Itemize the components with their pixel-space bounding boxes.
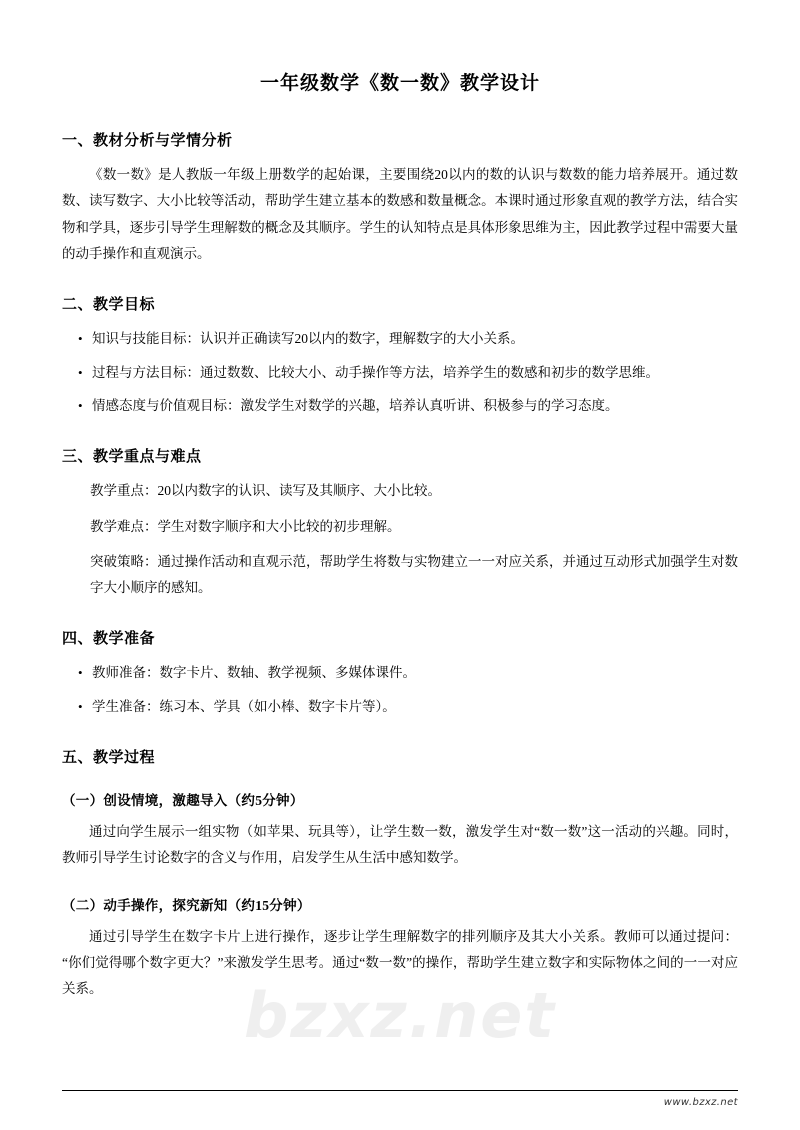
page-title: 一年级数学《数一数》教学设计: [259, 73, 540, 94]
section-3-body: [62, 478, 738, 601]
footer-url: www.bzxz.net: [663, 1097, 738, 1108]
section-2-list: [62, 326, 738, 419]
section-heading-2: 二、教学目标: [62, 297, 156, 314]
list-item: • 知识与技能目标：认识并正确读写20以内的数字，理解数字的大小关系。: [78, 326, 738, 352]
page-footer: [62, 1090, 738, 1108]
section-3-paragraph-3: 突破策略：通过操作活动和直观示范，帮助学生将数与实物建立一一对应关系，并通过互动形式加强学生对数字大小顺序的感知。: [90, 553, 738, 596]
section-4-list: [62, 660, 738, 720]
footer-divider: [62, 1090, 738, 1091]
watermark-text: bzxz.net: [244, 979, 556, 1052]
list-item: • 学生准备：练习本、学具（如小棒、数字卡片等）。: [78, 694, 738, 720]
section-heading-3: 三、教学重点与难点: [62, 449, 202, 466]
list-item: • 情感态度与价值观目标：激发学生对数学的兴趣，培养认真听讲、积极参与的学习态度。: [78, 393, 738, 419]
section-3-paragraph-2: 教学难点：学生对数字顺序和大小比较的初步理解。: [90, 518, 401, 534]
section-heading-4: 四、教学准备: [62, 631, 156, 648]
section-3-paragraph-1: 教学重点：20以内数字的认识、读写及其顺序、大小比较。: [90, 483, 441, 499]
subsection-heading-5-2: （二）动手操作，探究新知（约15分钟）: [62, 897, 311, 913]
section-1-paragraph: 《数一数》是人教版一年级上册数学的起始课，主要围绕20以内的数的认识与数数的能力培养展开。通过数数、读写数字、大小比较等活动，帮助学生建立基本的数感和数量概念。本课时通过形象直观的教学方法，结合实物和学具，逐步引导学生理解数的概念及其顺序。学生的认知特点是具体形象思维为主，因此教学过程中需要大量的动手操作和直观演示。: [62, 167, 738, 261]
subsection-5-2-paragraph: 通过引导学生在数字卡片上进行操作，逐步让学生理解数字的排列顺序及其大小关系。教师可以通过提问：“你们觉得哪个数字更大？”来激发学生思考。通过“数一数”的操作，帮助学生建立数字和实际物体之间的一一对应关系。: [62, 928, 738, 997]
list-item: • 过程与方法目标：通过数数、比较大小、动手操作等方法，培养学生的数感和初步的数学思维。: [78, 360, 738, 386]
subsection-5-1-paragraph: 通过向学生展示一组实物（如苹果、玩具等），让学生数一数，激发学生对“数一数”这一活动的兴趣。同时，教师引导学生讨论数字的含义与作用，启发学生从生活中感知数学。: [62, 824, 738, 866]
section-heading-1: 一、教材分析与学情分析: [62, 133, 233, 149]
section-heading-5: 五、教学过程: [62, 750, 156, 767]
subsection-heading-5-1: （一）创设情境，激趣导入（约5分钟）: [62, 793, 304, 809]
list-item: • 教师准备：数字卡片、数轴、教学视频、多媒体课件。: [78, 660, 738, 686]
